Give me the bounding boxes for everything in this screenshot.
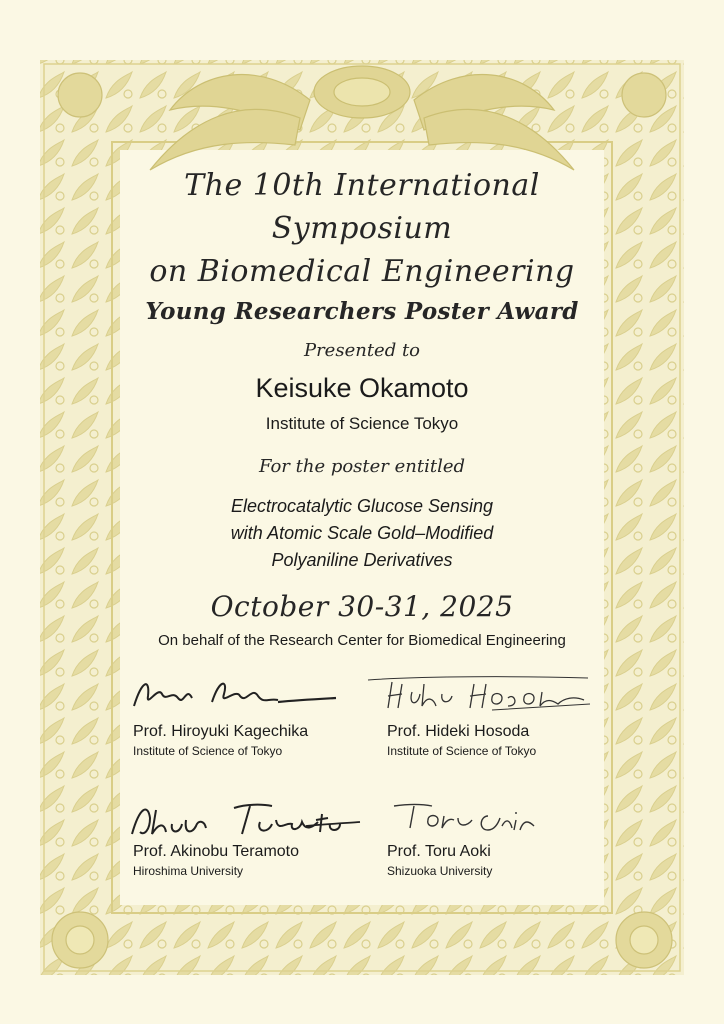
for-poster-label: For the poster entitled bbox=[258, 456, 466, 477]
signature-teramoto bbox=[126, 796, 362, 844]
signatory-institution: Hiroshima University bbox=[133, 864, 244, 878]
signatory-institution: Institute of Science of Tokyo bbox=[133, 744, 283, 758]
poster-title-line-1: Electrocatalytic Glucose Sensing bbox=[230, 496, 494, 516]
signatory-aoki bbox=[387, 843, 492, 878]
signatory-teramoto bbox=[133, 843, 299, 878]
signature-aoki bbox=[388, 796, 538, 840]
poster-title-line-2: with Atomic Scale Gold–Modified bbox=[230, 523, 494, 543]
presented-to-label: Presented to bbox=[303, 340, 421, 361]
signatory-kagechika bbox=[133, 723, 308, 758]
award-name: Young Researchers Poster Award bbox=[145, 298, 579, 325]
signatory-name: Prof. Toru Aoki bbox=[387, 843, 491, 860]
symposium-title-line-3: on Biomedical Engineering bbox=[149, 254, 575, 289]
signature-hosoda bbox=[362, 672, 592, 718]
signatory-name: Prof. Hideki Hosoda bbox=[387, 723, 530, 740]
signatory-name: Prof. Akinobu Teramoto bbox=[133, 843, 300, 860]
signatory-institution: Institute of Science of Tokyo bbox=[387, 744, 537, 758]
recipient-name: Keisuke Okamoto bbox=[255, 373, 469, 403]
recipient-institution: Institute of Science Tokyo bbox=[265, 414, 459, 433]
signatory-hosoda bbox=[387, 723, 536, 758]
poster-title-line-3: Polyaniline Derivatives bbox=[271, 550, 453, 570]
symposium-title-line-1: The 10th International bbox=[184, 168, 540, 203]
signature-kagechika bbox=[128, 672, 340, 718]
signatory-institution: Shizuoka University bbox=[387, 864, 493, 878]
on-behalf-statement: On behalf of the Research Center for Biomedical Engineering bbox=[158, 632, 566, 649]
symposium-title-line-2: Symposium bbox=[271, 211, 453, 246]
event-date: October 30-31, 2025 bbox=[210, 590, 514, 623]
signatory-name: Prof. Hiroyuki Kagechika bbox=[133, 723, 309, 740]
